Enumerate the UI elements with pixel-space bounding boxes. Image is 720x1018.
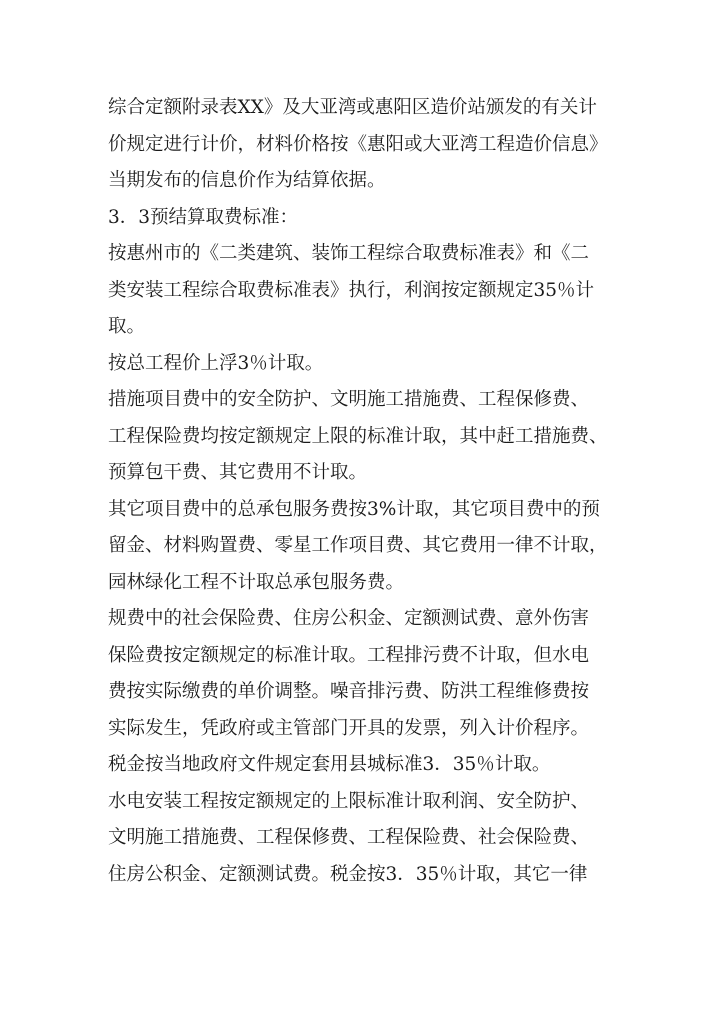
text-line: 预算包干费、其它费用不计取。 (108, 462, 368, 483)
text-line: 类安装工程综合取费标准表》执行，利润按定额规定35％计 (108, 279, 595, 301)
text-line: 保险费按定额规定的标准计取。工程排污费不计取，但水电 (108, 644, 590, 666)
text-line: 当期发布的信息价作为结算依据。 (108, 170, 386, 191)
text-line: 规费中的社会保险费、住房公积金、定额测试费、意外伤害 (108, 608, 590, 629)
text-line: 按总工程价上浮3％计取。 (108, 352, 324, 374)
text-line: 措施项目费中的安全防护、文明施工措施费、工程保修费、 (108, 389, 590, 410)
text-line: 住房公积金、定额测试费。税金按3．35％计取，其它一律 (108, 863, 588, 885)
text-line: 其它项目费中的总承包服务费按3%计取，其它项目费中的预 (108, 498, 600, 520)
text-line: 税金按当地政府文件规定套用县城标准3．35％计取。 (108, 754, 551, 775)
body-text (108, 90, 628, 893)
text-line: 工程保险费均按定额规定上限的标准计取，其中赶工措施费、 (108, 425, 608, 447)
text-line: 按惠州市的《二类建筑、装饰工程综合取费标准表》和《二 (108, 243, 590, 264)
text-line: 水电安装工程按定额规定的上限标准计取利润、安全防护、 (108, 790, 590, 812)
text-line: 综合定额附录表XX》及大亚湾或惠阳区造价站颁发的有关计 (108, 97, 597, 118)
text-line: 园林绿化工程不计取总承包服务费。 (108, 571, 405, 593)
text-line: 费按实际缴费的单价调整。噪音排污费、防洪工程维修费按 (108, 681, 590, 702)
text-line: 取。 (108, 316, 146, 337)
text-line: 文明施工措施费、工程保修费、工程保险费、社会保险费、 (108, 827, 590, 848)
text-line: 价规定进行计价，材料价格按《惠阳或大亚湾工程造价信息》 (108, 133, 608, 155)
text-line: 留金、材料购置费、零星工作项目费、其它费用一律不计取， (108, 535, 608, 556)
text-line: 实际发生，凭政府或主管部门开具的发票，列入计价程序。 (108, 717, 590, 739)
section-heading: 3．3预结算取费标准： (108, 206, 299, 228)
